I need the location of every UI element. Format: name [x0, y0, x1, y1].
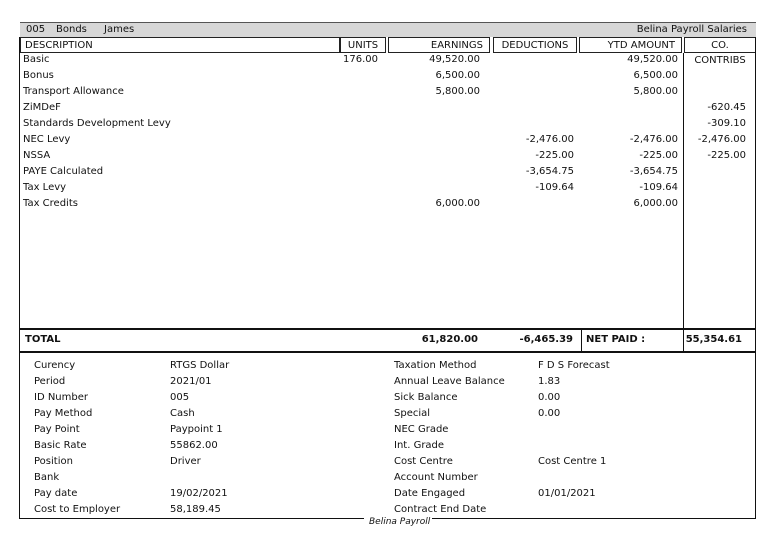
detail-label: Pay date	[34, 488, 78, 499]
employee-id: 005	[26, 24, 46, 35]
row-ytd: -3,654.75	[629, 166, 678, 177]
row-ytd: -109.64	[639, 182, 678, 193]
row-desc: PAYE Calculated	[23, 166, 104, 177]
row-desc: ZiMDeF	[23, 102, 61, 113]
detail-label: Pay Method	[34, 408, 93, 419]
row-contribs: -309.10	[707, 118, 746, 129]
detail-value: 0.00	[538, 392, 561, 403]
row-contribs: -2,476.00	[697, 134, 746, 145]
detail-value: F D S Forecast	[538, 360, 610, 371]
row-deductions: -3,654.75	[525, 166, 574, 177]
row-deductions: -2,476.00	[525, 134, 574, 145]
row-earnings: 5,800.00	[435, 86, 480, 97]
row-earnings: 6,000.00	[435, 198, 480, 209]
col-deductions: DEDUCTIONS	[493, 37, 577, 53]
row-units: 176.00	[343, 54, 378, 65]
col-contribs: CO. CONTRIBS	[684, 37, 756, 53]
row-desc: Standards Development Levy	[23, 118, 171, 129]
row-earnings: 6,500.00	[435, 70, 480, 81]
totals-top-rule	[19, 328, 756, 330]
details-bottom-rule-left	[19, 518, 364, 519]
detail-label: Sick Balance	[394, 392, 458, 403]
detail-value: Driver	[170, 456, 201, 467]
net-paid-label: NET PAID :	[586, 334, 646, 345]
detail-label: Account Number	[394, 472, 478, 483]
detail-value: 19/02/2021	[170, 488, 228, 499]
payslip-header-bar	[20, 22, 756, 37]
detail-label: Special	[394, 408, 431, 419]
row-desc: Transport Allowance	[23, 86, 124, 97]
row-desc: NSSA	[23, 150, 51, 161]
detail-label: Date Engaged	[394, 488, 466, 499]
detail-label: Basic Rate	[34, 440, 87, 451]
detail-label: Curency	[34, 360, 76, 371]
detail-value: 01/01/2021	[538, 488, 596, 499]
total-label: TOTAL	[25, 334, 61, 345]
detail-label: Taxation Method	[394, 360, 477, 371]
detail-value: Cash	[170, 408, 195, 419]
row-desc: Basic	[23, 54, 50, 65]
net-paid-value: 55,354.61	[685, 334, 742, 345]
detail-label: Pay Point	[34, 424, 80, 435]
detail-label: ID Number	[34, 392, 88, 403]
detail-label: Cost Centre	[394, 456, 453, 467]
row-desc: Bonus	[23, 70, 54, 81]
row-earnings: 49,520.00	[429, 54, 480, 65]
detail-label: Annual Leave Balance	[394, 376, 505, 387]
row-ytd: -225.00	[639, 150, 678, 161]
footer-brand: Belina Payroll	[369, 517, 431, 527]
row-desc: Tax Levy	[23, 182, 67, 193]
row-contribs: -620.45	[707, 102, 746, 113]
details-bottom-rule-right	[432, 518, 756, 519]
col-earnings: EARNINGS	[388, 37, 490, 53]
details-border-left	[19, 353, 20, 519]
row-ytd: -2,476.00	[629, 134, 678, 145]
detail-value: 1.83	[538, 376, 561, 387]
totals-bottom-rule	[19, 351, 756, 353]
detail-label: Bank	[34, 472, 60, 483]
total-deductions: -6,465.39	[519, 334, 573, 345]
detail-value: RTGS Dollar	[170, 360, 230, 371]
detail-value: Cost Centre 1	[538, 456, 607, 467]
detail-value: 55862.00	[170, 440, 218, 451]
row-deductions: -109.64	[535, 182, 574, 193]
col-units: UNITS	[340, 37, 386, 53]
row-deductions: -225.00	[535, 150, 574, 161]
col-description: DESCRIPTION	[20, 37, 340, 53]
row-ytd: 5,800.00	[633, 86, 678, 97]
company-name: Belina Payroll Salaries	[636, 24, 747, 35]
detail-value: 58,189.45	[170, 504, 221, 515]
details-border-right	[755, 353, 756, 519]
detail-value: 005	[170, 392, 190, 403]
row-ytd: 49,520.00	[627, 54, 678, 65]
row-contribs: -225.00	[707, 150, 746, 161]
table-border-right	[755, 37, 756, 352]
detail-label: Position	[34, 456, 73, 467]
total-earnings: 61,820.00	[421, 334, 478, 345]
detail-label: Int. Grade	[394, 440, 445, 451]
row-desc: Tax Credits	[23, 198, 78, 209]
table-border-left	[19, 37, 20, 352]
employee-first-name: James	[104, 24, 135, 35]
contribs-divider	[683, 53, 684, 352]
net-paid-divider	[581, 330, 582, 351]
detail-label: Contract End Date	[394, 504, 487, 515]
detail-value: 2021/01	[170, 376, 212, 387]
row-ytd: 6,500.00	[633, 70, 678, 81]
row-desc: NEC Levy	[23, 134, 71, 145]
employee-surname: Bonds	[56, 24, 87, 35]
detail-value: 0.00	[538, 408, 561, 419]
detail-label: NEC Grade	[394, 424, 449, 435]
row-ytd: 6,000.00	[633, 198, 678, 209]
detail-label: Period	[34, 376, 66, 387]
col-ytd: YTD AMOUNT	[579, 37, 682, 53]
detail-value: Paypoint 1	[170, 424, 223, 435]
detail-label: Cost to Employer	[34, 504, 121, 515]
